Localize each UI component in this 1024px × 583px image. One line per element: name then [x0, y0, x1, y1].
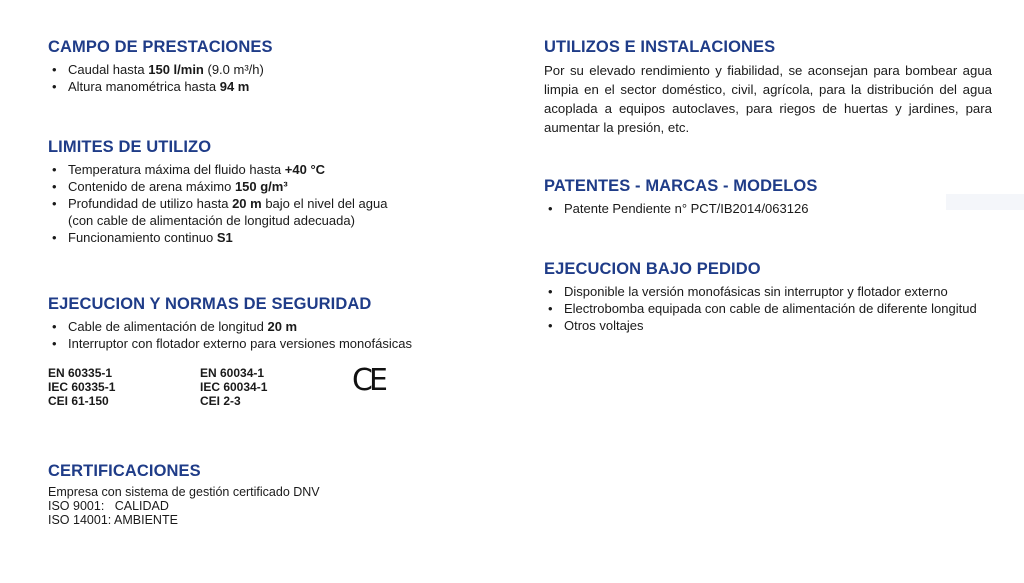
standard-code: EN 60335-1: [48, 366, 113, 380]
section-title-campo: CAMPO DE PRESTACIONES: [48, 38, 273, 56]
faint-overlay-decoration: [946, 194, 1024, 210]
cert-line: ISO 14001: AMBIENTE: [48, 513, 178, 527]
list-item: • Electrobomba equipada con cable de alimentación de diferente longitud: [544, 300, 992, 317]
list-item: • Interruptor con flotador externo para versiones monofásicas: [48, 335, 498, 352]
bullet-list-patentes: [544, 200, 992, 217]
cert-line: ISO 9001: CALIDAD: [48, 499, 169, 513]
cert-line: Empresa con sistema de gestión certificado DNV: [48, 485, 320, 499]
section-title-certificaciones: CERTIFICACIONES: [48, 462, 201, 480]
list-item: • Temperatura máxima del fluido hasta +40 °C: [48, 161, 498, 178]
section-campo: [48, 37, 498, 95]
section-title-pedido: EJECUCION BAJO PEDIDO: [544, 260, 761, 278]
section-pedido: [544, 259, 992, 334]
list-item: • Cable de alimentación de longitud 20 m: [48, 318, 498, 335]
section-utilizos: [544, 37, 992, 137]
section-ejecucion: [48, 294, 498, 416]
standards-grid: [48, 363, 498, 416]
standard-code: IEC 60034-1: [200, 380, 268, 394]
list-item: • Otros voltajes: [544, 317, 992, 334]
list-item: • Patente Pendiente n° PCT/IB2014/063126: [544, 200, 992, 217]
standard-code: CEI 2-3: [200, 394, 241, 408]
list-item: • Profundidad de utilizo hasta 20 m bajo el nivel del agua (con cable de alimentación de longitud adecuada): [48, 195, 498, 229]
standards-column-1: [48, 366, 115, 408]
standard-code: CEI 61-150: [48, 394, 109, 408]
standards-column-2: [200, 366, 267, 408]
bullet-list-ejecucion: [48, 318, 498, 352]
list-item: • Funcionamiento continuo S1: [48, 229, 498, 246]
section-limites: [48, 137, 498, 246]
section-title-limites: LIMITES DE UTILIZO: [48, 138, 212, 156]
section-certificaciones: [48, 461, 498, 527]
standard-code: IEC 60335-1: [48, 380, 116, 394]
list-item: • Altura manométrica hasta 94 m: [48, 78, 498, 95]
bullet-list-campo: [48, 61, 498, 95]
list-item: • Contenido de arena máximo 150 g/m³: [48, 178, 498, 195]
section-title-utilizos: UTILIZOS E INSTALACIONES: [544, 38, 776, 56]
section-title-ejecucion: EJECUCION Y NORMAS DE SEGURIDAD: [48, 295, 372, 313]
section-patentes: [544, 176, 992, 217]
list-item: • Caudal hasta 150 l/min (9.0 m³/h): [48, 61, 498, 78]
bullet-list-pedido: [544, 283, 992, 334]
section-title-patentes: PATENTES - MARCAS - MODELOS: [544, 177, 818, 195]
list-item: • Disponible la versión monofásicas sin interruptor y flotador externo: [544, 283, 992, 300]
utilizos-paragraph: Por su elevado rendimiento y fiabilidad, se aconsejan para bombear agua limpia en el sector doméstico, civil, agrícola, para la distribución del agua acoplada a equipos autoclaves, para riegos de huertas y jardines, para aumentar la presión, etc.: [544, 63, 992, 135]
bullet-list-limites: [48, 161, 498, 246]
standard-code: EN 60034-1: [200, 366, 265, 380]
ce-mark-icon: CE: [352, 363, 384, 398]
